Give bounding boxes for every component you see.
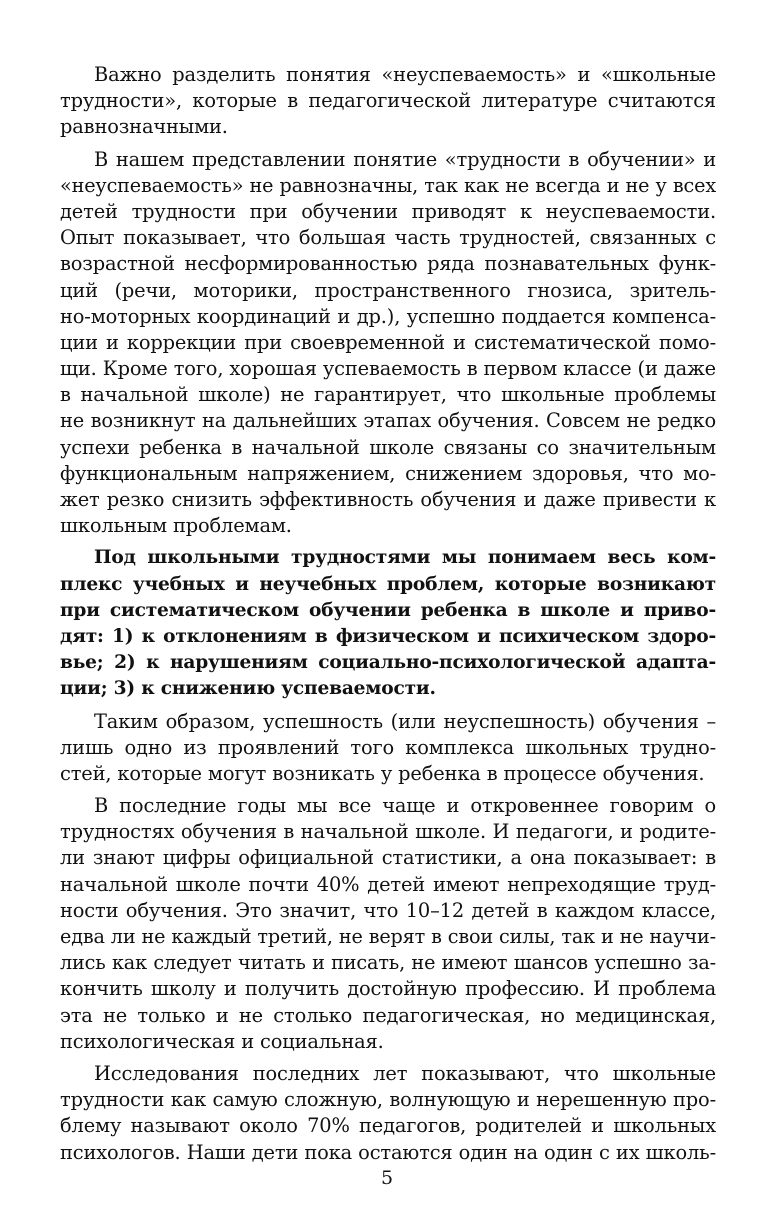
- page-number: 5: [380, 1167, 394, 1189]
- text-line: лишь одно из проявлений того комплекса школьных трудно-: [60, 735, 716, 759]
- text-line: В последние годы мы все чаще и откровеннее говорим о: [94, 794, 716, 818]
- text-line: психологов. Наши дети пока остаются один на один с их школь-: [60, 1140, 716, 1164]
- paragraph: [60, 709, 716, 788]
- text-line: Важно разделить понятия «неуспеваемость» и «школьные: [94, 63, 716, 86]
- text-line: школьным проблемам.: [60, 514, 292, 538]
- text-line: Таким образом, успешность (или неуспешность) обучения –: [94, 709, 716, 733]
- paragraph: [60, 147, 716, 540]
- text-line: трудности как самую сложную, волнующую и нерешенную про-: [60, 1088, 716, 1112]
- text-line: в начальной школе) не гарантирует, что школьные проблемы: [60, 383, 716, 407]
- text-line: блему называют около 70% педагогов, родителей и школьных: [60, 1114, 716, 1138]
- text-line: ции; 3) к снижению успеваемости.: [60, 678, 436, 700]
- book-page-text: [60, 62, 716, 1172]
- text-line: равнозначными.: [60, 115, 228, 139]
- text-line: дят: 1) к отклонениям в физическом и психическом здоро-: [60, 625, 716, 647]
- text-line: ции и коррекции при своевременной и систематической помо-: [60, 330, 716, 354]
- text-line: лись как следует читать и писать, не имеют шансов успешно за-: [60, 951, 716, 975]
- text-line: возрастной несформированностью ряда познавательных функ-: [60, 252, 716, 276]
- text-line: ли знают цифры официальной статистики, а она показывает: в: [60, 846, 716, 870]
- text-line: щи. Кроме того, хорошая успеваемость в первом классе (и даже: [60, 357, 716, 381]
- text-line: трудности», которые в педагогической литературе считаются: [60, 89, 716, 113]
- text-line: не возникнут на дальнейших этапах обучения. Совсем не редко: [60, 409, 716, 433]
- text-line: ций (речи, моторики, пространственного гнозиса, зритель-: [60, 278, 716, 302]
- text-line: начальной школе почти 40% детей имеют непреходящие труд-: [60, 872, 716, 896]
- paragraph: [60, 62, 716, 141]
- text-line: Опыт показывает, что большая часть трудностей, связанных с: [60, 226, 716, 250]
- text-line: эта не только и не столько педагогическая, но медицинская,: [60, 1003, 716, 1027]
- text-line: Под школьными трудностями мы понимаем весь ком-: [94, 547, 716, 569]
- text-line: вье; 2) к нарушениям социально-психологической адапта-: [60, 652, 716, 674]
- text-line: трудностях обучения в начальной школе. И педагоги, и родите-: [60, 820, 716, 844]
- text-line: функциональным напряжением, снижением здоровья, что мо-: [60, 461, 716, 485]
- text-line: «неуспеваемость» не равнозначны, так как не всегда и не у всех: [60, 173, 716, 197]
- text-line: успехи ребенка в начальной школе связаны со значительным: [60, 435, 716, 459]
- paragraph: [60, 793, 716, 1055]
- text-line: плекс учебных и неучебных проблем, которые возникают: [60, 573, 716, 595]
- text-line: при систематическом обучении ребенка в школе и приво-: [60, 599, 716, 621]
- text-line: стей, которые могут возникать у ребенка в процессе обучения.: [60, 761, 705, 785]
- text-line: едва ли не каждый третий, не верят в свои силы, так и не научи-: [60, 925, 716, 948]
- text-line: детей трудности при обучении приводят к неуспеваемости.: [60, 199, 716, 223]
- text-line: жет резко снизить эффективность обучения и даже привести к: [60, 488, 716, 511]
- text-line: но-моторных координаций и др.), успешно поддается компенса-: [60, 304, 716, 328]
- text-line: ности обучения. Это значит, что 10–12 детей в каждом классе,: [60, 898, 716, 922]
- text-line: психологическая и социальная.: [60, 1029, 384, 1053]
- paragraph: [60, 1061, 716, 1166]
- text-line: Исследования последних лет показывают, что школьные: [94, 1061, 716, 1085]
- text-line: В нашем представлении понятие «трудности в обучении» и: [94, 147, 716, 171]
- bold-paragraph: [60, 545, 716, 702]
- text-line: кончить школу и получить достойную профессию. И проблема: [60, 977, 716, 1001]
